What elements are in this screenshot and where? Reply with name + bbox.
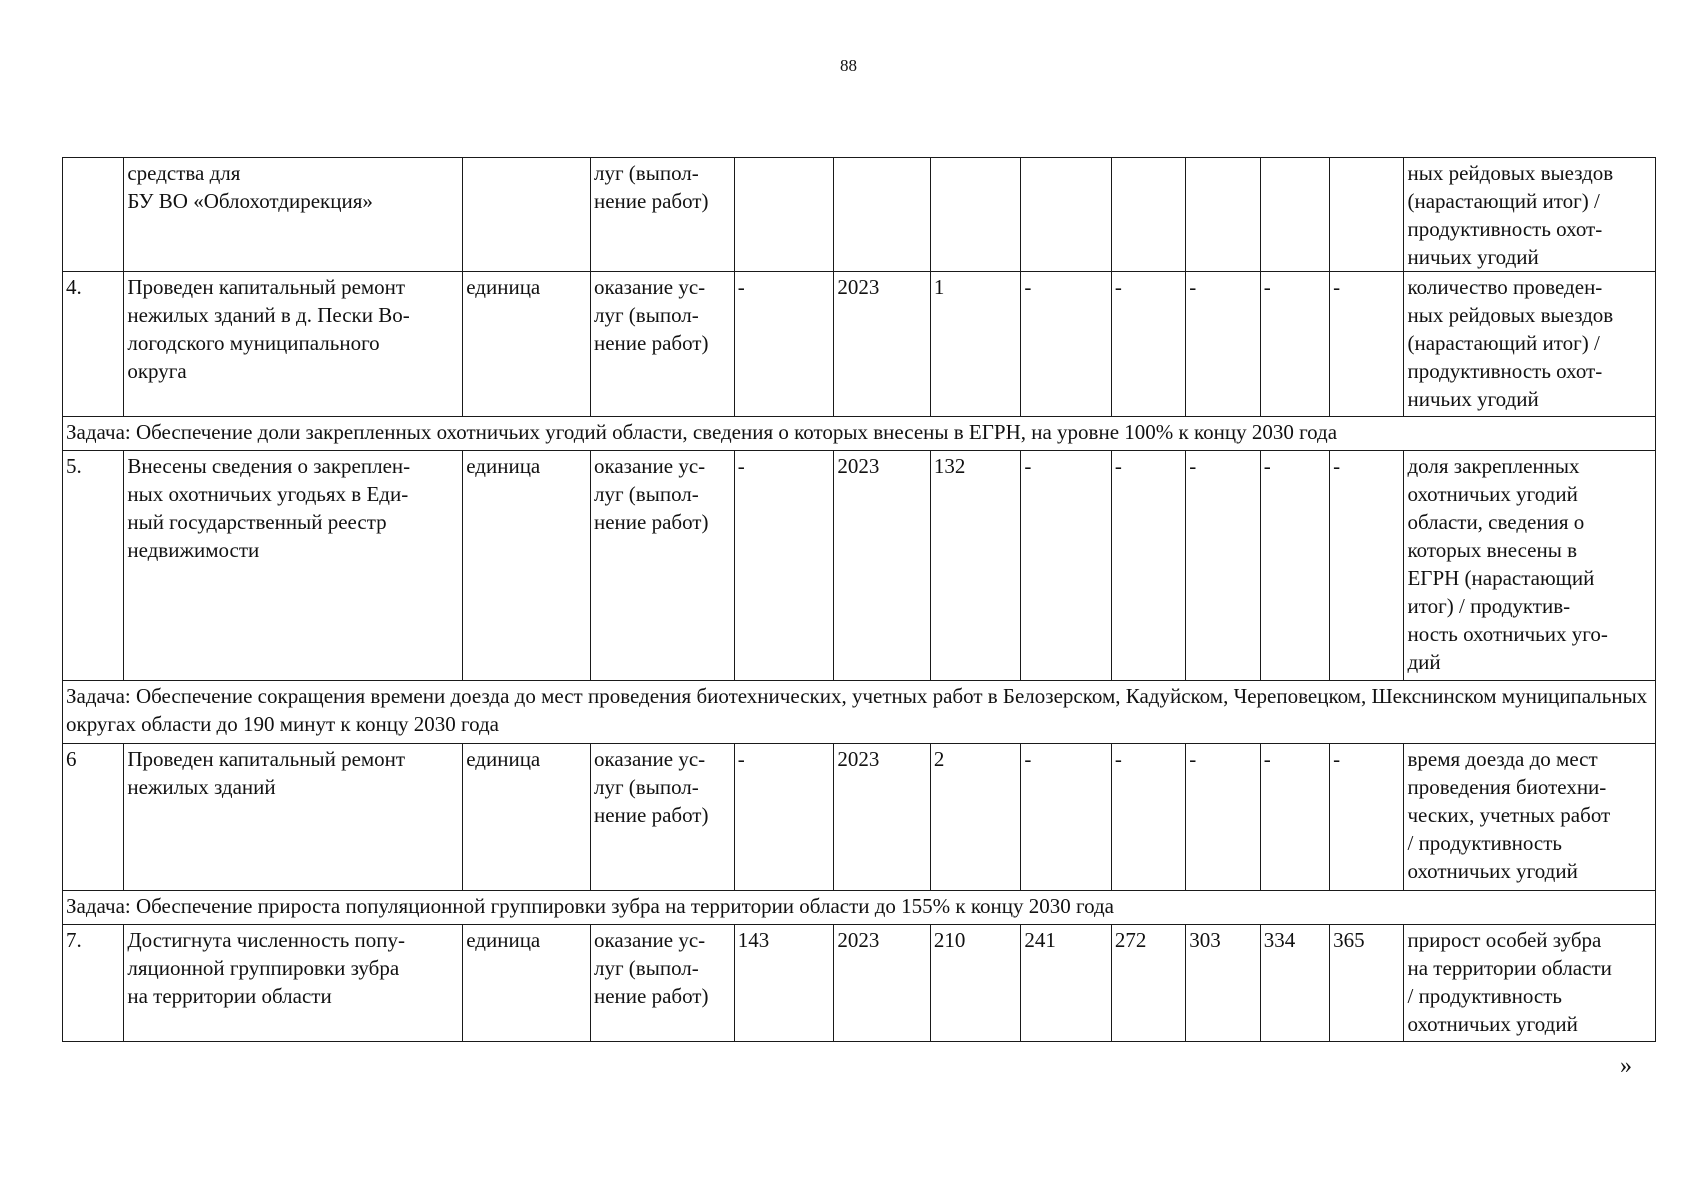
task-row [63, 417, 1656, 451]
value-year-1: 2 [930, 744, 1021, 891]
value-year-1: 132 [930, 451, 1021, 681]
value-year-6: 365 [1330, 925, 1404, 1042]
base-year: 2023 [834, 272, 931, 417]
value-year-6: - [1330, 451, 1404, 681]
value-year-4: - [1186, 272, 1260, 417]
task-heading: Задача: Обеспечение доли закрепленных охотничьих угодий области, сведения о которых внесены в ЕГРН, на уровне 100% к концу 2030 года [63, 417, 1656, 451]
measure-name: Внесены сведения о закреплен- ных охотничьих угодьях в Еди- ный государственный реестр недвижимости [124, 451, 463, 681]
table-row [63, 158, 1656, 272]
task-row [63, 681, 1656, 744]
row-number [63, 158, 124, 272]
base-value: - [734, 744, 834, 891]
value-year-1 [930, 158, 1021, 272]
base-year: 2023 [834, 744, 931, 891]
value-year-2: - [1021, 744, 1112, 891]
base-year: 2023 [834, 451, 931, 681]
value-year-2 [1021, 158, 1112, 272]
measure-type: луг (выпол- нение работ) [590, 158, 734, 272]
value-year-3: 272 [1111, 925, 1185, 1042]
measure-name: Проведен капитальный ремонт нежилых зданий в д. Пески Во- логодского муниципального округа [124, 272, 463, 417]
table-body [63, 158, 1656, 1042]
value-year-5: - [1260, 451, 1329, 681]
linked-indicator: время доезда до мест проведения биотехни- ческих, учетных работ / продуктивность охотничьих угодий [1404, 744, 1656, 891]
table-row [63, 451, 1656, 681]
row-number: 6 [63, 744, 124, 891]
base-value: 143 [734, 925, 834, 1042]
value-year-4: 303 [1186, 925, 1260, 1042]
page-number: 88 [840, 56, 857, 75]
value-year-5: - [1260, 744, 1329, 891]
continuation-mark: » [1620, 1053, 1632, 1079]
unit-of-measure: единица [463, 925, 591, 1042]
measure-type: оказание ус- луг (выпол- нение работ) [590, 451, 734, 681]
table-row [63, 744, 1656, 891]
base-year: 2023 [834, 925, 931, 1042]
value-year-3: - [1111, 272, 1185, 417]
row-number: 5. [63, 451, 124, 681]
value-year-2: 241 [1021, 925, 1112, 1042]
linked-indicator: ных рейдовых выездов (нарастающий итог) / продуктивность охот- ничьих угодий [1404, 158, 1656, 272]
task-row [63, 891, 1656, 925]
base-value: - [734, 272, 834, 417]
measure-name: средства для БУ ВО «Облохотдирекция» [124, 158, 463, 272]
measure-name: Проведен капитальный ремонт нежилых зданий [124, 744, 463, 891]
measure-type: оказание ус- луг (выпол- нение работ) [590, 925, 734, 1042]
task-heading: Задача: Обеспечение сокращения времени доезда до мест проведения биотехнических, учетных работ в Белозерском, Кадуйском, Череповецком, Шекснинском муниципальных округах области до 190 минут к концу 2030 года [63, 681, 1656, 744]
value-year-1: 1 [930, 272, 1021, 417]
value-year-2: - [1021, 272, 1112, 417]
value-year-5: - [1260, 272, 1329, 417]
unit-of-measure: единица [463, 272, 591, 417]
measure-type: оказание ус- луг (выпол- нение работ) [590, 744, 734, 891]
indicators-table [62, 157, 1656, 1042]
value-year-3 [1111, 158, 1185, 272]
value-year-3: - [1111, 744, 1185, 891]
unit-of-measure [463, 158, 591, 272]
value-year-6: - [1330, 744, 1404, 891]
unit-of-measure: единица [463, 451, 591, 681]
base-value [734, 158, 834, 272]
value-year-2: - [1021, 451, 1112, 681]
value-year-6 [1330, 158, 1404, 272]
value-year-4 [1186, 158, 1260, 272]
measure-type: оказание ус- луг (выпол- нение работ) [590, 272, 734, 417]
linked-indicator: количество проведен- ных рейдовых выездов (нарастающий итог) / продуктивность охот- ничьих угодий [1404, 272, 1656, 417]
row-number: 7. [63, 925, 124, 1042]
base-value: - [734, 451, 834, 681]
unit-of-measure: единица [463, 744, 591, 891]
base-year [834, 158, 931, 272]
measure-name: Достигнута численность попу- ляционной группировки зубра на территории области [124, 925, 463, 1042]
value-year-3: - [1111, 451, 1185, 681]
value-year-4: - [1186, 744, 1260, 891]
value-year-6: - [1330, 272, 1404, 417]
value-year-4: - [1186, 451, 1260, 681]
linked-indicator: доля закрепленных охотничьих угодий области, сведения о которых внесены в ЕГРН (нарастающий итог) / продуктив- ность охотничьих уго- дий [1404, 451, 1656, 681]
table-row [63, 272, 1656, 417]
table-row [63, 925, 1656, 1042]
value-year-1: 210 [930, 925, 1021, 1042]
task-heading: Задача: Обеспечение прироста популяционной группировки зубра на территории области до 155% к концу 2030 года [63, 891, 1656, 925]
linked-indicator: прирост особей зубра на территории области / продуктивность охотничьих угодий [1404, 925, 1656, 1042]
value-year-5 [1260, 158, 1329, 272]
value-year-5: 334 [1260, 925, 1329, 1042]
row-number: 4. [63, 272, 124, 417]
